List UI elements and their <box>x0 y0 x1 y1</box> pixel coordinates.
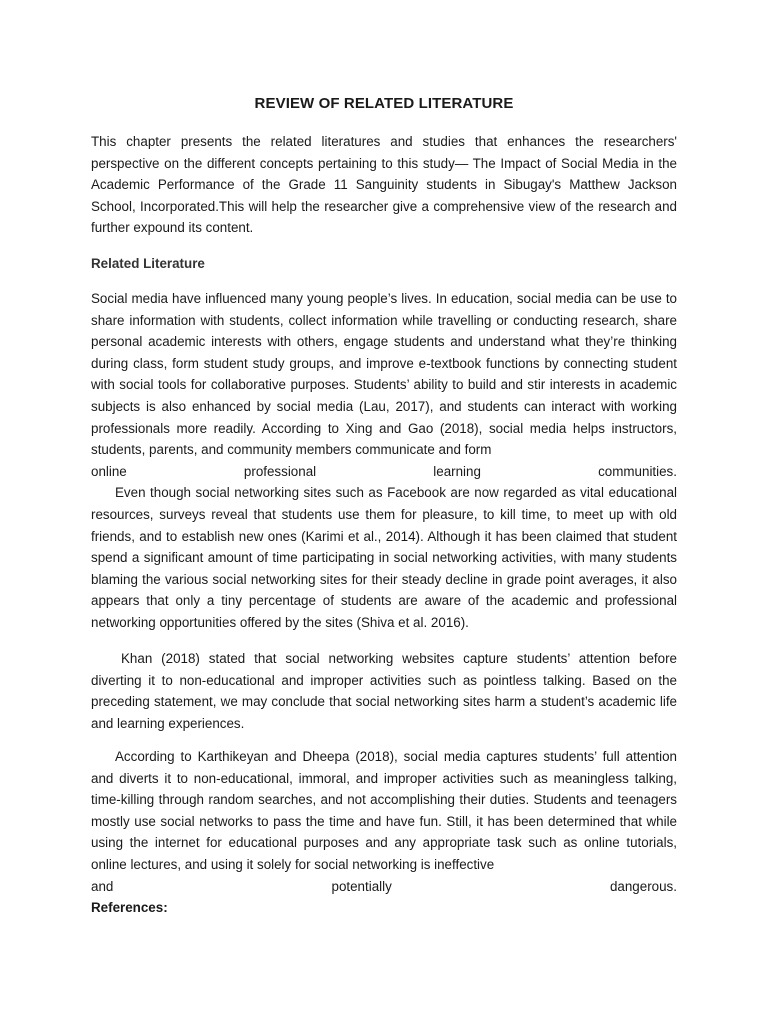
paragraph-4-block <box>91 746 677 919</box>
paragraph-2: Even though social networking sites such as Facebook are now regarded as vital educational resources, surveys reveal that students use them for pleasure, to kill time, to meet up with old friends, and to establish new ones (Karimi et al., 2014). Although it has been claimed that student spend a significant amount of time participating in social networking activities, with many students blaming the various social networking sites for their steady decline in grade point averages, it also appears that only a tiny percentage of students are aware of the academic and professional networking opportunities offered by the sites (Shiva et al. 2016). <box>91 485 677 630</box>
word: learning <box>433 463 481 479</box>
section-heading: Related Literature <box>91 256 205 271</box>
word: communities. <box>598 463 677 479</box>
literature-block <box>91 288 677 634</box>
page-title: REVIEW OF RELATED LITERATURE <box>254 95 514 112</box>
paragraph-4: According to Karthikeyan and Dheepa (2018), social media captures students’ full attention and diverts it to non-educational, immoral, and improper activities such as meaningless talking, time-killing through random searches, and not accomplishing their duties. Students and teenagers mostly use social networks to pass the time and have fun. Still, it has been determined that while using the internet for educational purposes and any appropriate task such as online tutorials, online lectures, and using it solely for social networking is ineffective <box>91 749 677 872</box>
word: online <box>91 463 127 479</box>
paragraph-1-last-line <box>91 461 677 483</box>
paragraph-3: Khan (2018) stated that social networking websites capture students’ attention before diverting it to non-educational and improper activities such as pointless talking. Based on the preceding statement, we may conclude that social networking sites harm a student’s academic life and learning experiences. <box>91 651 677 731</box>
word: and <box>91 878 114 894</box>
intro-paragraph: This chapter presents the related literatures and studies that enhances the researchers' perspective on the different concepts pertaining to this study— The Impact of Social Media in the Academic Performance of the Grade 11 Sanguinity students in Sibugay's Matthew Jackson School, Incorporated.This will help the researcher give a comprehensive view of the research and further expound its content. <box>91 134 677 236</box>
word: potentially <box>331 878 392 894</box>
word: dangerous. <box>609 878 677 894</box>
references-label: References: <box>91 900 168 916</box>
paragraph-1: Social media have influenced many young people’s lives. In education, social media can be use to share information with students, collect information while travelling or conducting research, share personal academic interests with others, engage students and understand what they’re thinking during class, form student study groups, and improve e-textbook functions by connecting student with social tools for collaborative purposes. Students’ ability to build and stir interests in academic subjects is also enhanced by social media (Lau, 2017), and students can interact with working professionals more readily. According to Xing and Gao (2018), social media helps instructors, students, parents, and community members communicate and form <box>91 291 677 458</box>
paragraph-4-last-line <box>91 876 677 898</box>
word: professional <box>243 463 317 479</box>
